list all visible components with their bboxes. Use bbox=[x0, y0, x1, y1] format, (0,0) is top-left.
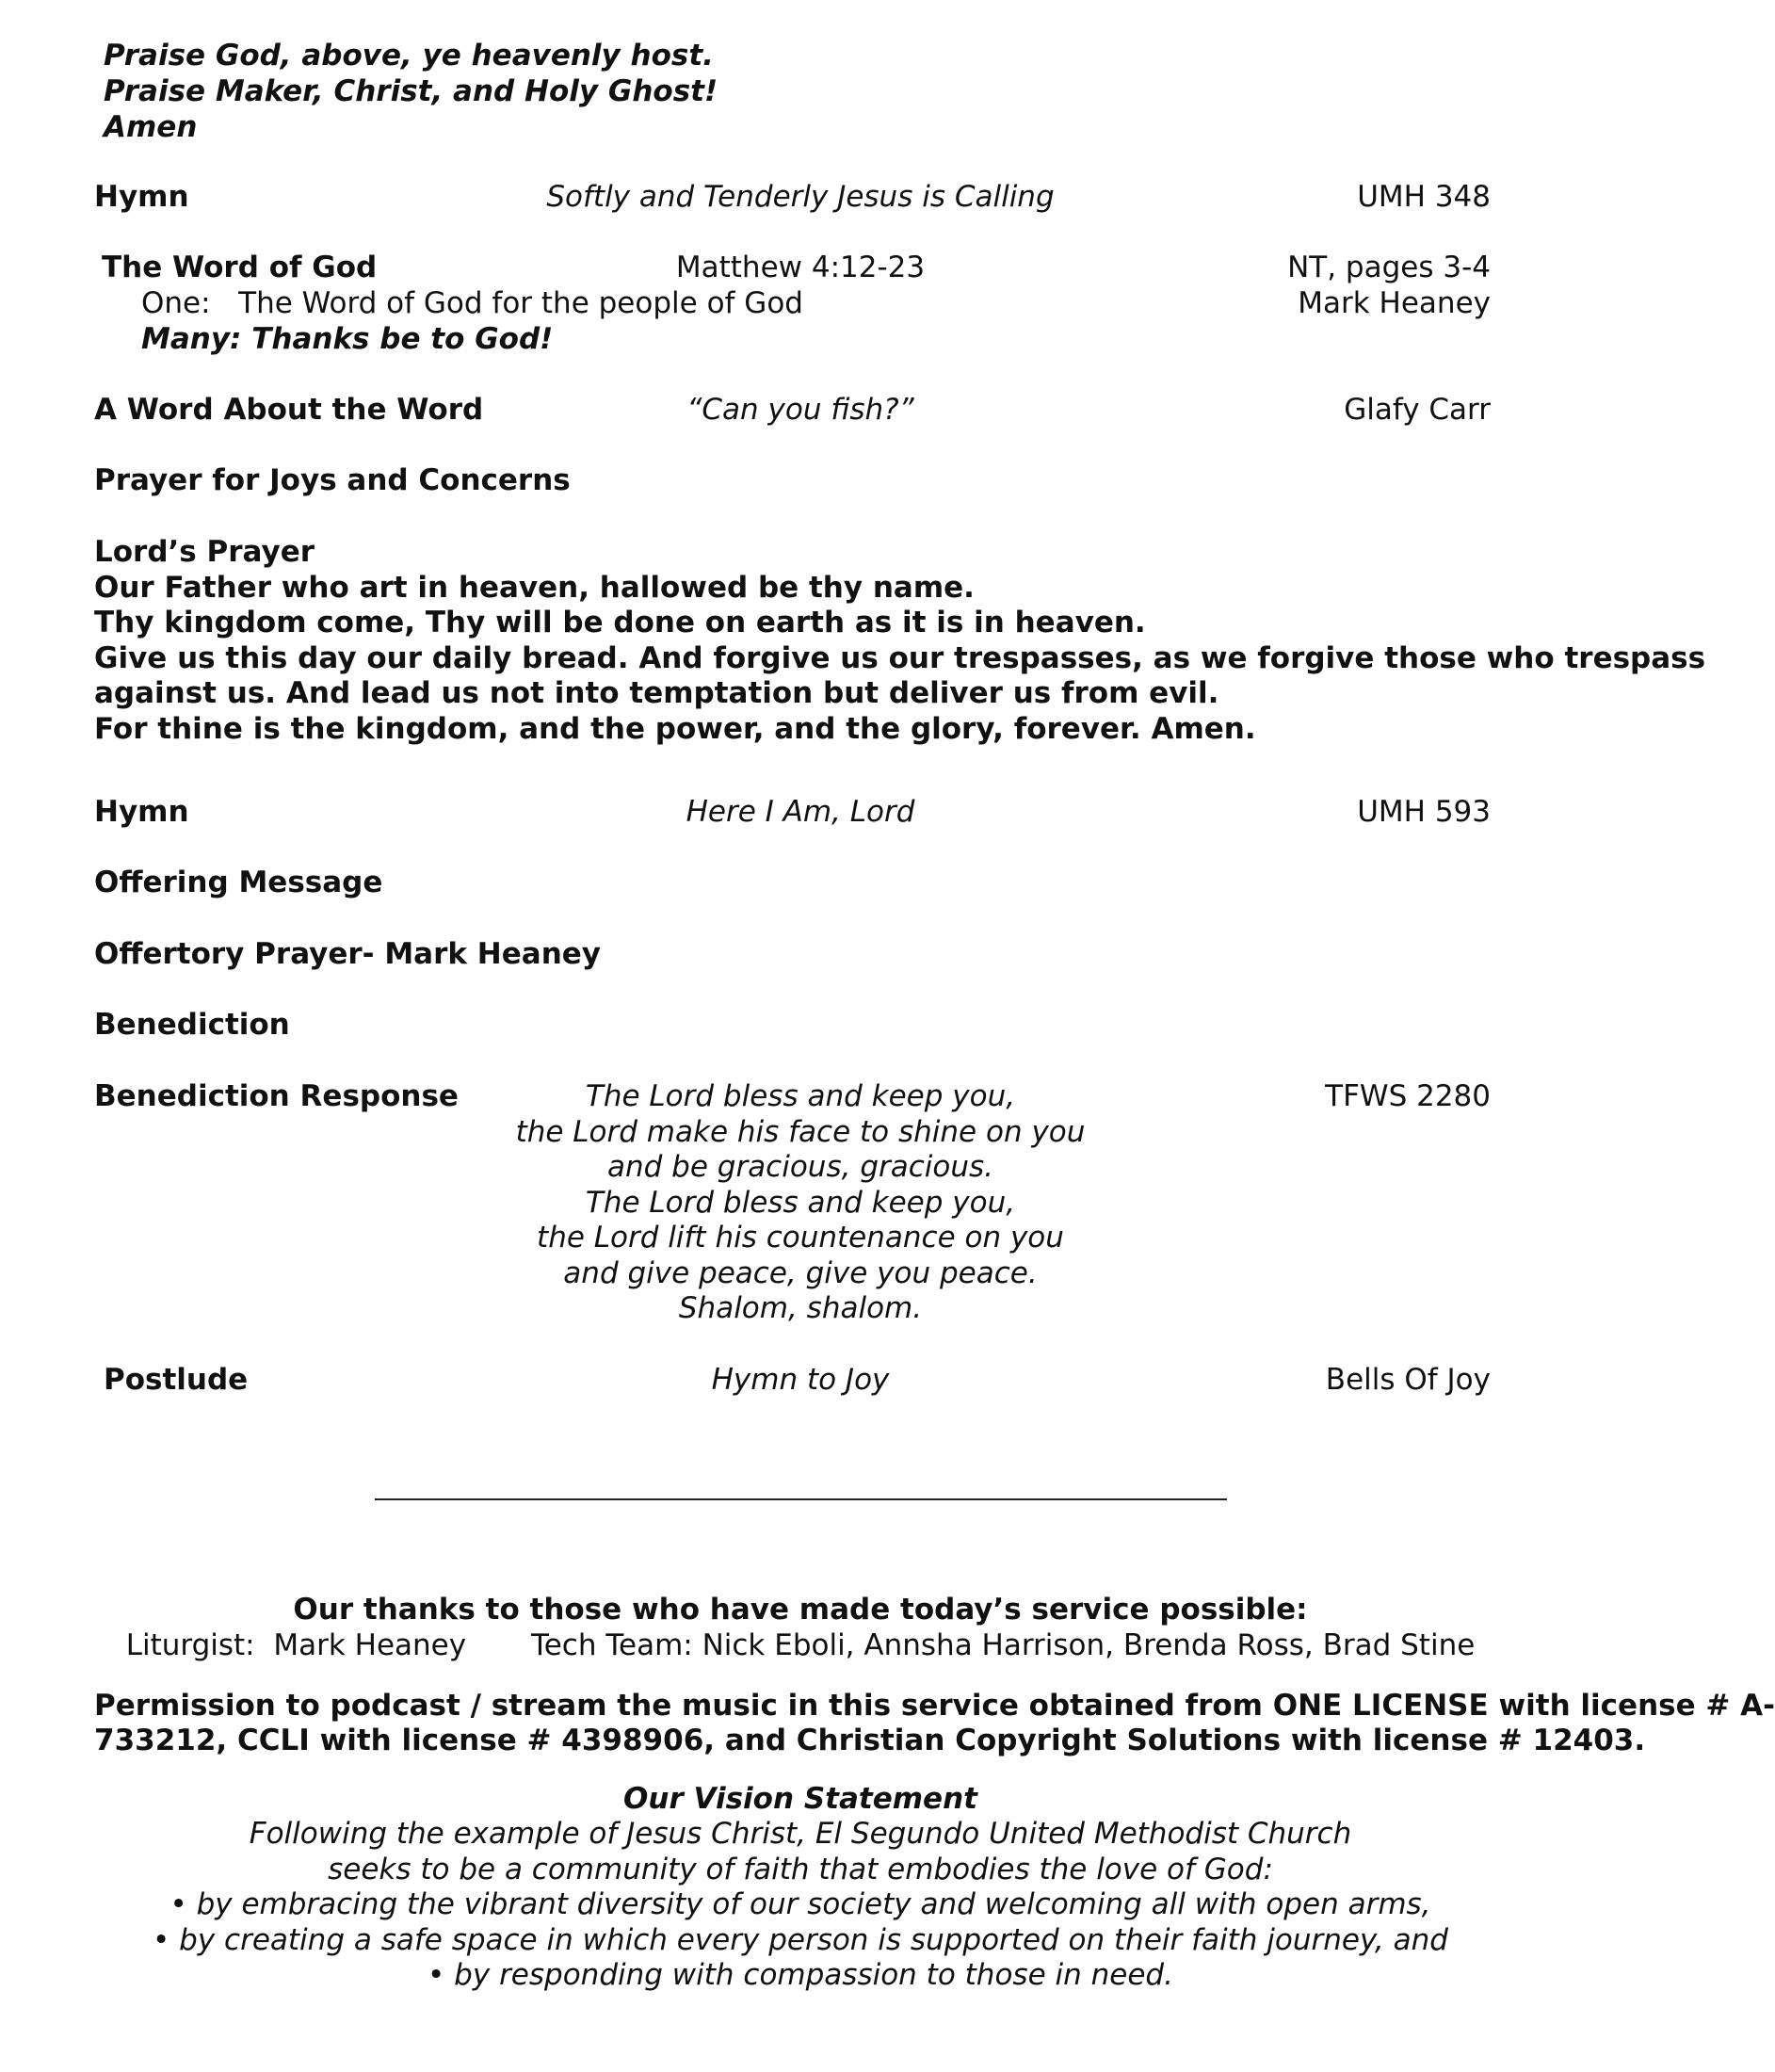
lords-prayer-line-4: against us. And lead us not into temptation but deliver us from evil. bbox=[94, 676, 1219, 710]
permission-line-2: 733212, CCLI with license # 4398906, and Christian Copyright Solutions with license # 12403. bbox=[94, 1724, 1646, 1757]
call-one: One: The Word of God for the people of God bbox=[141, 286, 803, 320]
doxology-line-3: Amen bbox=[104, 110, 198, 144]
benediction-response-line-7: Shalom, shalom. bbox=[678, 1291, 923, 1325]
vision-line-2: seeks to be a community of faith that embodies the love of God: bbox=[328, 1853, 1273, 1886]
benediction-response-line-2: the Lord make his face to shine on you bbox=[515, 1115, 1086, 1149]
lords-prayer-line-2: Thy kingdom come, Thy will be done on earth as it is in heaven. bbox=[94, 606, 1146, 639]
benediction-response-line-6: and give peace, give you peace. bbox=[563, 1256, 1038, 1290]
benediction-response-label: Benediction Response bbox=[94, 1079, 459, 1113]
scripture-pages: NT, pages 3-4 bbox=[1287, 251, 1491, 284]
section-divider bbox=[375, 1498, 1227, 1500]
offertory-prayer-label: Offertory Prayer- Mark Heaney bbox=[94, 937, 601, 971]
benediction-response-line-3: and be gracious, gracious. bbox=[606, 1150, 994, 1184]
benediction-response-line-4: The Lord bless and keep you, bbox=[585, 1186, 1016, 1220]
doxology-line-1: Praise God, above, ye heavenly host. bbox=[104, 39, 714, 73]
thanks-heading: Our thanks to those who have made today’s service possible: bbox=[293, 1593, 1308, 1627]
sermon-title: “Can you fish?” bbox=[686, 393, 914, 427]
vision-line-3: • by embracing the vibrant diversity of our society and welcoming all with open arms, bbox=[169, 1887, 1431, 1921]
response-many: Many: Thanks be to God! bbox=[141, 322, 554, 356]
vision-line-4: • by creating a safe space in which every person is supported on their faith journey, and bbox=[153, 1923, 1448, 1957]
thanks-credits: Liturgist: Mark Heaney Tech Team: Nick Eboli, Annsha Harrison, Brenda Ross, Brad Stine bbox=[125, 1628, 1476, 1662]
postlude-title: Hymn to Joy bbox=[711, 1363, 890, 1397]
joys-concerns-label: Prayer for Joys and Concerns bbox=[94, 463, 571, 497]
hymn-1-ref: UMH 348 bbox=[1357, 180, 1491, 214]
postlude-label: Postlude bbox=[104, 1363, 249, 1397]
permission-line-1: Permission to podcast / stream the music in this service obtained from ONE LICENSE with license # A- bbox=[94, 1689, 1775, 1723]
hymn-1-label: Hymn bbox=[94, 180, 189, 214]
hymn-2-label: Hymn bbox=[94, 795, 189, 829]
benediction-response-ref: TFWS 2280 bbox=[1325, 1079, 1491, 1113]
word-of-god-label: The Word of God bbox=[102, 251, 378, 284]
hymn-2-ref: UMH 593 bbox=[1357, 795, 1491, 829]
lords-prayer-line-5: For thine is the kingdom, and the power, and the glory, forever. Amen. bbox=[94, 712, 1256, 746]
vision-heading: Our Vision Statement bbox=[623, 1782, 977, 1816]
lords-prayer-line-3: Give us this day our daily bread. And forgive us our trespasses, as we forgive those who trespass bbox=[94, 641, 1706, 675]
vision-line-5: • by responding with compassion to those in need. bbox=[428, 1958, 1173, 1992]
word-about-label: A Word About the Word bbox=[94, 393, 484, 427]
benediction-response-line-1: The Lord bless and keep you, bbox=[585, 1079, 1016, 1113]
vision-line-1: Following the example of Jesus Christ, El Segundo United Methodist Church bbox=[249, 1817, 1352, 1851]
sermon-speaker: Glafy Carr bbox=[1344, 393, 1491, 427]
benediction-response-line-5: the Lord lift his countenance on you bbox=[537, 1221, 1064, 1255]
benediction-label: Benediction bbox=[94, 1008, 290, 1042]
lords-prayer-line-1: Our Father who art in heaven, hallowed be thy name. bbox=[94, 571, 975, 605]
hymn-1-title: Softly and Tenderly Jesus is Calling bbox=[546, 180, 1055, 214]
offering-message-label: Offering Message bbox=[94, 866, 383, 899]
postlude-performer: Bells Of Joy bbox=[1325, 1363, 1491, 1397]
reader-name: Mark Heaney bbox=[1298, 286, 1491, 320]
scripture-reference: Matthew 4:12-23 bbox=[675, 251, 926, 284]
hymn-2-title: Here I Am, Lord bbox=[686, 795, 915, 829]
lords-prayer-label: Lord’s Prayer bbox=[94, 535, 315, 569]
doxology-line-2: Praise Maker, Christ, and Holy Ghost! bbox=[104, 74, 718, 108]
